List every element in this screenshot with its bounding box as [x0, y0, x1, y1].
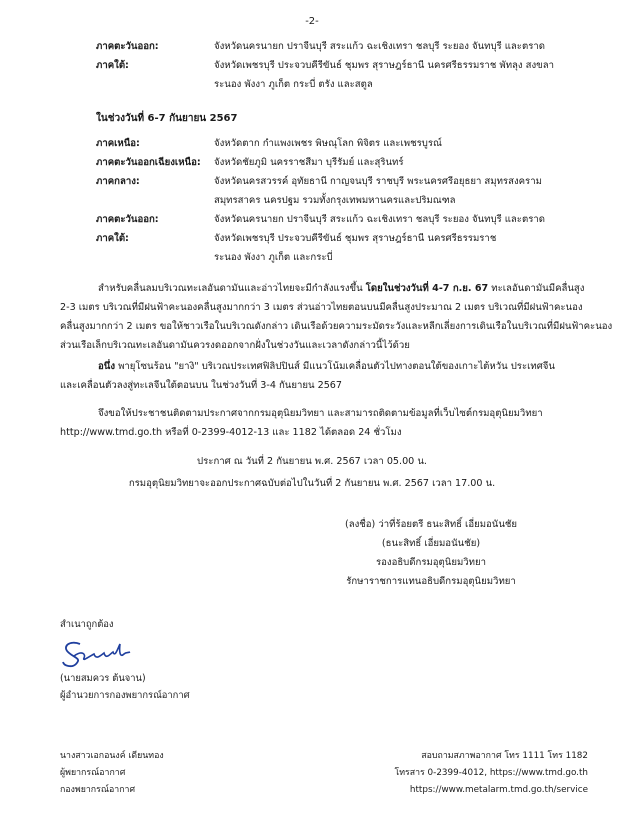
- footer-right: [394, 748, 588, 799]
- contact-url: https://www.metalarm.tmd.go.th/service: [409, 785, 588, 795]
- wave-paragraph: [60, 279, 613, 355]
- signatory-block: [300, 515, 562, 591]
- region-provinces-cont: สมุทรสาคร นครปฐม รวมทั้งกรุงเทพมหานครและปริมณฑล: [214, 195, 456, 206]
- preparer-division: กองพยากรณ์อากาศ: [60, 785, 136, 795]
- region-row-east-1: [96, 40, 545, 54]
- region-row-south-2: [96, 232, 496, 246]
- region-provinces: จังหวัดนครนายก ปราจีนบุรี สระแก้ว ฉะเชิงเทรา ชลบุรี ระยอง จันทบุรี และตราด: [214, 214, 545, 225]
- text-span: พายุโซนร้อน "ยางิ" บริเวณประเทศฟิลิปปินส์ มีแนวโน้มเคลื่อนตัวไปทางตอนใต้ของเกาะไต้หวัน ประเทศจีน: [115, 361, 555, 372]
- region-provinces-cont: ระนอง พังงา ภูเก็ต และกระบี่: [214, 252, 333, 263]
- paragraph-line: [60, 279, 585, 298]
- paragraph-line: [60, 357, 576, 376]
- signatory-position: รองอธิบดีกรมอุตุนิยมวิทยา: [375, 557, 487, 568]
- signatory-line: (ลงชื่อ) ว่าที่ร้อยตรี ธนะสิทธิ์ เอี่ยมอนันชัย: [344, 519, 518, 530]
- region-label: ภาคกลาง:: [96, 176, 140, 187]
- storm-paragraph: [60, 357, 576, 395]
- text-span: ทะเลอันดามันมีคลื่นสูง: [488, 283, 585, 294]
- bold-word: อนึ่ง: [98, 361, 116, 372]
- region-provinces: จังหวัดชัยภูมิ นครราชสีมา บุรีรัมย์ และสุรินทร์: [214, 157, 404, 168]
- region-label: ภาคตะวันออกเฉียงเหนือ:: [96, 157, 201, 168]
- next-issue: กรมอุตุนิยมวิทยาจะออกประกาศฉบับต่อไปในวันที่ 2 กันยายน พ.ศ. 2567 เวลา 17.00 น.: [128, 478, 496, 489]
- region-row-central: [96, 175, 542, 189]
- region-provinces: จังหวัดเพชรบุรี ประจวบคีรีขันธ์ ชุมพร สุราษฎร์ธานี นครศรีธรรมราช พัทลุง สงขลา: [214, 60, 555, 71]
- paragraph-line: http://www.tmd.go.th หรือที่ 0-2399-4012-13 และ 1182 ได้ตลอด 24 ชั่วโมง: [60, 427, 402, 438]
- region-row-northeast: [96, 156, 404, 170]
- paragraph-line: 2-3 เมตร บริเวณที่มีฝนฟ้าคะนองคลื่นสูงมากกว่า 3 เมตร ส่วนอ่าวไทยตอนบนมีคลื่นสูงประมาณ 2 เมตร บริเวณที่มีฝนฟ้าคะนอง: [60, 302, 583, 313]
- region-provinces: จังหวัดตาก กำแพงเพชร พิษณุโลก พิจิตร และเพชรบูรณ์: [214, 138, 442, 149]
- preparer-name: นางสาวเอกอนงค์ เดียนทอง: [60, 751, 164, 761]
- region-row-south-1: [96, 59, 554, 73]
- region-label: ภาคใต้:: [96, 60, 129, 71]
- contact-phone: สอบถามสภาพอากาศ โทร 1111 โทร 1182: [421, 751, 588, 761]
- text-span: สำหรับคลื่นลมบริเวณทะเลอันดามันและอ่าวไทยจะมีกำลังแรงขึ้น: [98, 283, 366, 294]
- region-label: ภาคใต้:: [96, 233, 129, 244]
- bold-period: โดยในช่วงวันที่ 4-7 ก.ย. 67: [365, 283, 489, 294]
- region-provinces: จังหวัดนครสวรรค์ อุทัยธานี กาญจนบุรี ราชบุรี พระนครศรีอยุธยา สมุทรสงคราม: [214, 176, 542, 187]
- signatory-acting: รักษาราชการแทนอธิบดีกรมอุตุนิยมวิทยา: [346, 576, 516, 587]
- region-label: ภาคเหนือ:: [96, 138, 140, 149]
- preparer-title: ผู้พยากรณ์อากาศ: [60, 768, 126, 778]
- contact-fax: โทรสาร 0-2399-4012, https://www.tmd.go.th: [394, 768, 588, 778]
- region-row-north: [96, 137, 442, 151]
- paragraph-line: จึงขอให้ประชาชนติดตามประกาศจากกรมอุตุนิยมวิทยา และสามารถติดตามข้อมูลที่เว็บไซต์กรมอุตุนิยมวิทยา: [98, 408, 543, 419]
- advice-paragraph: [60, 404, 576, 442]
- signatory-name: (ธนะสิทธิ์ เอี่ยมอนันชัย): [381, 538, 481, 549]
- page-number: -2-: [305, 16, 319, 27]
- region-provinces: จังหวัดเพชรบุรี ประจวบคีรีขันธ์ ชุมพร สุราษฎร์ธานี นครศรีธรรมราช: [214, 233, 497, 244]
- certified-label: สำเนาถูกต้อง: [60, 619, 114, 630]
- region-provinces-cont: ระนอง พังงา ภูเก็ต กระบี่ ตรัง และสตูล: [214, 79, 373, 90]
- region-label: ภาคตะวันออก:: [96, 41, 159, 52]
- certified-name: (นายสมควร ต้นจาน): [60, 673, 146, 684]
- handwritten-signature: [60, 636, 132, 670]
- region-label: ภาคตะวันออก:: [96, 214, 159, 225]
- footer-left: [60, 748, 164, 799]
- region-provinces: จังหวัดนครนายก ปราจีนบุรี สระแก้ว ฉะเชิงเทรา ชลบุรี ระยอง จันทบุรี และตราด: [214, 41, 545, 52]
- paragraph-line: และเคลื่อนตัวลงสู่ทะเลจีนใต้ตอนบน ในช่วงวันที่ 3-4 กันยายน 2567: [60, 380, 343, 391]
- paragraph-line: คลื่นสูงมากกว่า 2 เมตร ขอให้ชาวเรือในบริเวณดังกล่าว เดินเรือด้วยความระมัดระวังและหลีกเลี่ยงการเดินเรือในบริเวณที่มีฝนฟ้าคะนอง: [60, 321, 613, 332]
- region-row-east-2: [96, 213, 545, 227]
- period-heading: ในช่วงวันที่ 6-7 กันยายน 2567: [96, 113, 238, 124]
- certified-position: ผู้อำนวยการกองพยากรณ์อากาศ: [60, 690, 190, 701]
- paragraph-line: ส่วนเรือเล็กบริเวณทะเลอันดามันควรงดออกจากฝั่งในช่วงวันและเวลาดังกล่าวนี้ไว้ด้วย: [60, 340, 410, 351]
- announced-date: ประกาศ ณ วันที่ 2 กันยายน พ.ศ. 2567 เวลา 05.00 น.: [197, 456, 427, 467]
